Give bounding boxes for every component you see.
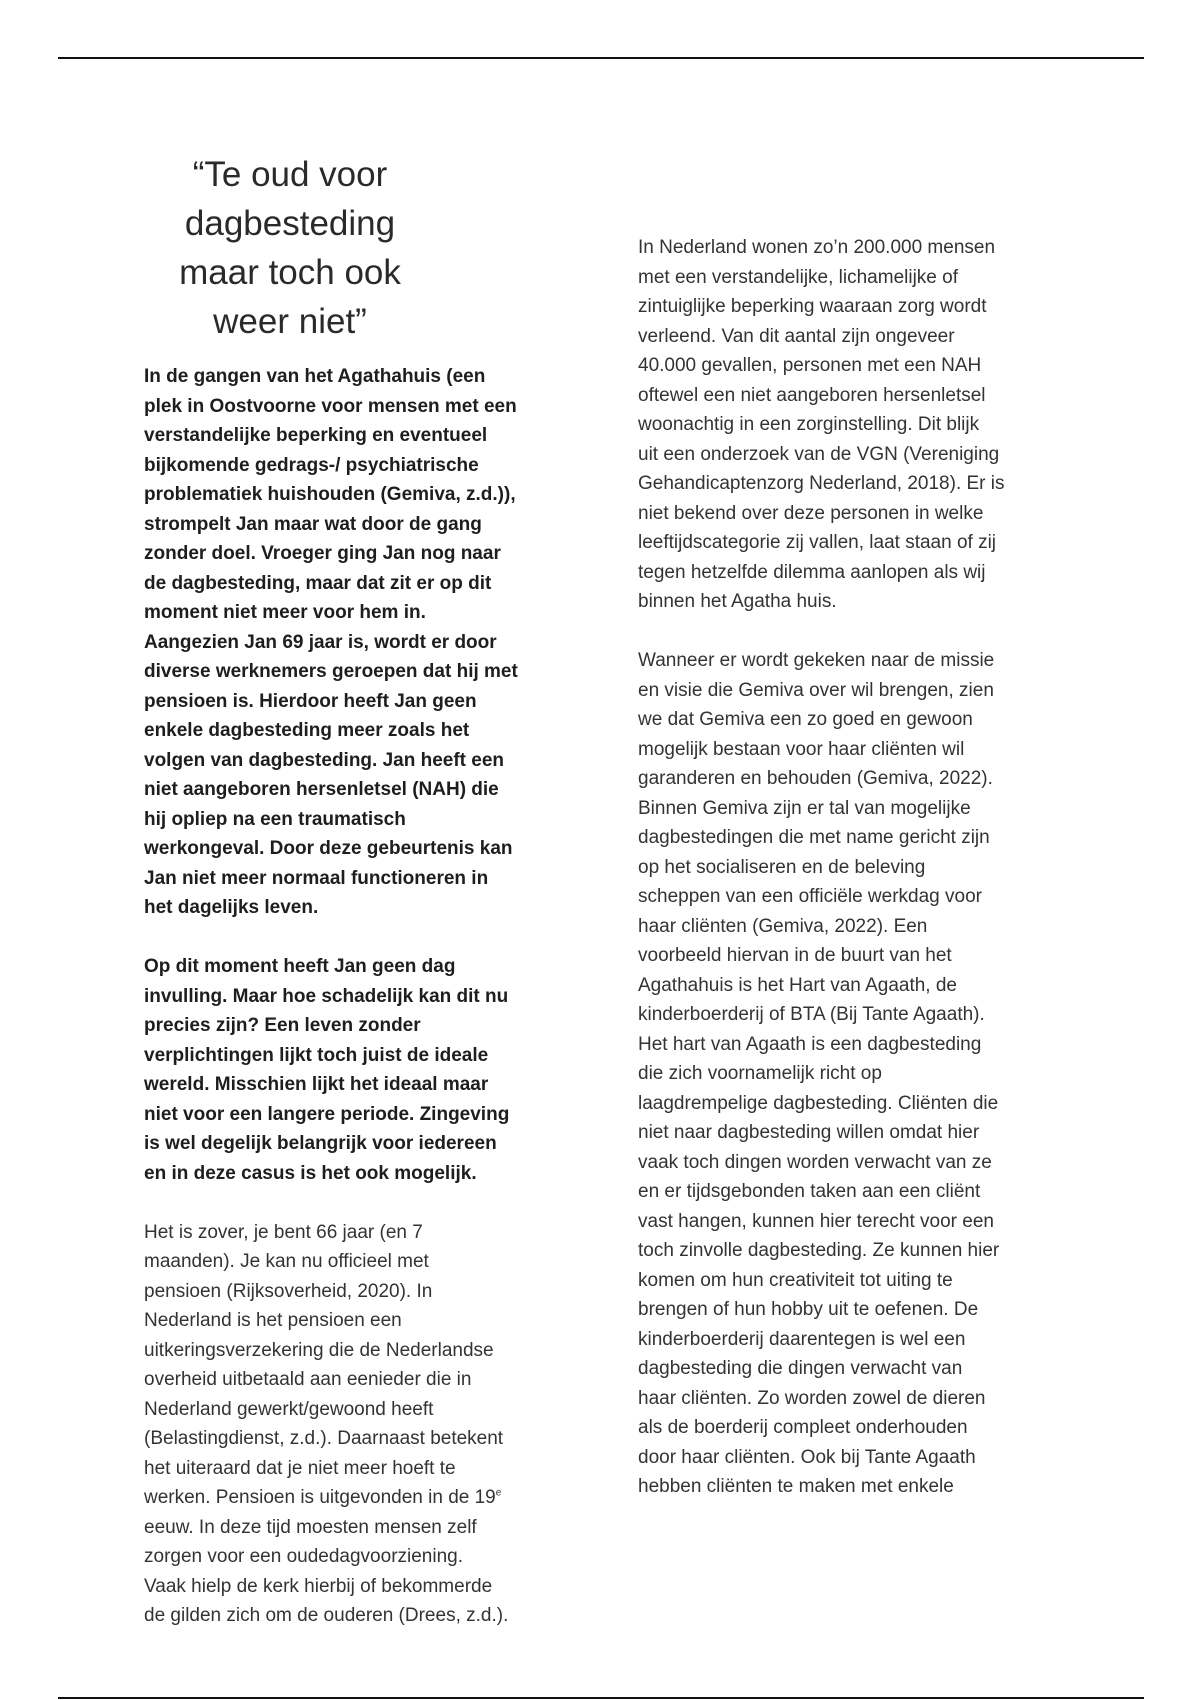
line-text: vast hangen, kunnen hier terecht voor een [638,1210,994,1232]
text-line [144,628,594,658]
paragraph [144,952,594,1188]
text-line [144,451,594,481]
text-line [144,1601,594,1631]
text-line [638,1413,1088,1443]
line-text: voorbeeld hiervan in de buurt van het [638,945,952,966]
line-text: moment niet meer voor hem in. [144,602,426,623]
text-line [144,1159,594,1189]
line-text: laagdrempelige dagbesteding. Cliënten die [638,1092,999,1114]
text-line [638,646,1088,676]
text-line [638,1089,1088,1119]
line-text: Binnen Gemiva zijn er tal van mogelijke [638,797,971,819]
text-line [638,1266,1088,1296]
text-line [638,1118,1088,1148]
line-text: 40.000 gevallen, personen met een NAH [638,355,982,376]
line-text: werkongeval. Door deze gebeurtenis kan [144,838,513,859]
text-line [638,440,1088,470]
text-line [144,569,594,599]
header-rule [58,57,1144,59]
line-text: Het is zover, je bent 66 jaar (en 7 [144,1221,423,1243]
line-text: Gehandicaptenzorg Nederland, 2018). Er is [638,473,1005,494]
text-line [638,499,1088,529]
text-line [638,941,1088,971]
text-line [144,1365,594,1395]
line-text: pensioen is. Hierdoor heeft Jan geen [144,690,477,712]
text-line [144,1395,594,1425]
line-text: Nederland is het pensioen een [144,1310,402,1331]
line-text: Op dit moment heeft Jan geen dag [144,956,456,977]
line-text: Wanneer er wordt gekeken naar de missie [638,650,995,671]
text-line [638,381,1088,411]
text-line [144,1247,594,1277]
line-text: volgen van dagbesteding. Jan heeft een [144,749,505,771]
paragraph [638,646,1088,1502]
line-text: als de boerderij compleet onderhouden [638,1417,968,1438]
article-title [120,150,460,346]
text-line [144,1277,594,1307]
line-text: Vaak hielp de kerk hierbij of bekommerde [144,1575,493,1597]
text-line [638,1177,1088,1207]
text-line [638,1384,1088,1414]
line-text: op het socialiseren en de beleving [638,856,926,878]
line-text: toch zinvolle dagbesteding. Ze kunnen hier [638,1240,1000,1261]
line-text: maanden). Je kan nu officieel met [144,1251,429,1272]
line-text: werken. Pensioen is uitgevonden in de 19 [144,1487,496,1508]
superscript: e [495,1487,502,1499]
line-text: door haar cliënten. Ook bij Tante Agaath [638,1446,976,1468]
line-text: (Belastingdienst, z.d.). Daarnaast betekent [144,1428,504,1449]
text-line [144,982,594,1012]
line-text: vaak toch dingen worden verwacht van ze [638,1151,992,1173]
text-line [144,893,594,923]
line-text: niet voor een langere periode. Zingeving [144,1103,510,1125]
text-line [144,392,594,422]
line-text: problematiek huishouden (Gemiva, z.d.)), [144,484,516,505]
line-text: wereld. Misschien lijkt het ideaal maar [144,1074,489,1095]
text-line [144,834,594,864]
text-line [638,469,1088,499]
line-text: eeuw. In deze tijd moesten mensen zelf [144,1516,477,1538]
text-line [144,1483,594,1513]
footer-rule [58,1697,1144,1699]
text-line [144,1100,594,1130]
line-text: diverse werknemers geroepen dat hij met [144,661,518,682]
text-line [638,587,1088,617]
line-text: niet bekend over deze personen in welke [638,502,984,524]
text-line [144,362,594,392]
text-line [638,735,1088,765]
text-line [638,292,1088,322]
text-line [638,1148,1088,1178]
line-text: overheid uitbetaald aan eenieder die in [144,1369,472,1390]
text-line [638,1207,1088,1237]
text-line [144,1011,594,1041]
text-line [144,775,594,805]
text-line [144,1424,594,1454]
paragraph [144,362,594,923]
right-column [638,233,1088,1531]
line-text: garanderen en behouden (Gemiva, 2022). [638,768,993,789]
text-line [144,1542,594,1572]
text-line [638,351,1088,381]
text-line [144,687,594,717]
paragraph [144,1218,594,1631]
line-text: invulling. Maar hoe schadelijk kan dit nu [144,985,509,1007]
text-line [638,1325,1088,1355]
line-text: tegen hetzelfde dilemma aanlopen als wij [638,561,986,583]
text-line [638,263,1088,293]
text-line [144,805,594,835]
line-text: verstandelijke beperking en eventueel [144,425,488,446]
line-text: woonachtig in een zorginstelling. Dit blijk [638,414,980,435]
line-text: kinderboerderij daarentegen is wel een [638,1328,966,1350]
line-text: niet naar dagbesteding willen omdat hier [638,1122,980,1143]
line-text: enkele dagbesteding meer zoals het [144,720,470,741]
line-text: het dagelijks leven. [144,897,319,918]
line-text: haar cliënten (Gemiva, 2022). Een [638,915,928,937]
text-line [144,746,594,776]
line-text: is wel degelijk belangrijk voor iedereen [144,1133,497,1154]
line-text: plek in Oostvoorne voor mensen met een [144,395,517,417]
line-text: precies zijn? Een leven zonder [144,1015,421,1036]
text-line [144,1513,594,1543]
line-text: In Nederland wonen zo’n 200.000 mensen [638,237,996,258]
text-line [638,558,1088,588]
text-line [144,421,594,451]
text-line [638,1236,1088,1266]
text-line [144,598,594,628]
text-line [144,1454,594,1484]
text-line [144,657,594,687]
line-text: oftewel een niet aangeboren hersenletsel [638,384,986,406]
line-text: met een verstandelijke, lichamelijke of [638,266,958,288]
text-line [638,233,1088,263]
line-text: komen om hun creativiteit tot uiting te [638,1269,953,1291]
line-text: dagbesteding die dingen verwacht van [638,1358,963,1379]
line-text: zintuiglijke beperking waaraan zorg wordt [638,296,987,317]
line-text: kinderboerderij of BTA (Bij Tante Agaath). [638,1004,985,1025]
text-line [638,971,1088,1001]
line-text: Nederland gewerkt/gewoond heeft [144,1398,434,1420]
text-line [638,794,1088,824]
line-text: hebben cliënten te maken met enkele [638,1476,954,1497]
line-text: die zich voornamelijk richt op [638,1063,882,1084]
line-text: Aangezien Jan 69 jaar is, wordt er door [144,631,497,653]
text-line [144,1070,594,1100]
text-line [638,823,1088,853]
paragraph [638,233,1088,617]
text-line [144,1572,594,1602]
text-line [638,528,1088,558]
line-text: leeftijdscategorie zij vallen, laat staan of zij [638,532,997,553]
line-text: niet aangeboren hersenletsel (NAH) die [144,779,499,800]
text-line [638,1295,1088,1325]
text-line [638,1472,1088,1502]
text-line [638,1000,1088,1030]
text-line [638,705,1088,735]
line-text: haar cliënten. Zo worden zowel de dieren [638,1387,986,1409]
line-text: hij opliep na een traumatisch [144,808,406,830]
line-text: uitkeringsverzekering die de Nederlandse [144,1339,494,1361]
text-line [144,1218,594,1248]
title-line: dagbesteding [184,204,396,243]
text-line [638,912,1088,942]
title-line: “Te oud voor [192,155,388,194]
line-text: uit een onderzoek van de VGN (Vereniging [638,443,1000,465]
text-line [638,676,1088,706]
line-text: het uiteraard dat je niet meer hoeft te [144,1457,456,1479]
text-line [144,864,594,894]
text-line [144,716,594,746]
text-line [144,510,594,540]
text-line [638,764,1088,794]
line-text: verplichtingen lijkt toch juist de ideale [144,1044,489,1066]
text-line [144,1129,594,1159]
line-text: en in deze casus is het ook mogelijk. [144,1162,477,1184]
text-line [638,882,1088,912]
line-text: binnen het Agatha huis. [638,591,837,612]
text-line [144,1041,594,1071]
line-text: en visie die Gemiva over wil brengen, zien [638,679,994,701]
title-line: weer niet” [213,302,367,341]
text-line [144,480,594,510]
text-line [638,1030,1088,1060]
line-text: bijkomende gedrags-/ psychiatrische [144,454,479,476]
line-text: strompelt Jan maar wat door de gang [144,513,482,535]
line-text: brengen of hun hobby uit te oefenen. De [638,1299,979,1320]
line-text: Agathahuis is het Hart van Agaath, de [638,974,957,996]
line-text: mogelijk bestaan voor haar cliënten wil [638,738,965,760]
text-line [144,1306,594,1336]
line-text: zorgen voor een oudedagvoorziening. [144,1546,464,1567]
line-text: we dat Gemiva een zo goed en gewoon [638,709,973,730]
text-line [144,539,594,569]
text-line [638,853,1088,883]
line-text: dagbestedingen die met name gericht zijn [638,827,990,848]
line-text: en er tijdsgebonden taken aan een cliënt [638,1181,981,1202]
line-text: Jan niet meer normaal functioneren in [144,867,489,889]
line-text: de gilden zich om de ouderen (Drees, z.d.). [144,1605,509,1626]
text-line [144,1336,594,1366]
line-text: scheppen van een officiële werkdag voor [638,886,982,907]
line-text: zonder doel. Vroeger ging Jan nog naar [144,543,501,564]
line-text: de dagbesteding, maar dat zit er op dit [144,572,492,594]
line-text: pensioen (Rijksoverheid, 2020). In [144,1280,433,1302]
title-line: maar toch ook [179,253,401,292]
text-line [638,1443,1088,1473]
text-line [638,1059,1088,1089]
text-line [638,322,1088,352]
left-column [144,362,594,1660]
text-line [638,1354,1088,1384]
line-text: In de gangen van het Agathahuis (een [144,366,486,387]
line-text: Het hart van Agaath is een dagbesteding [638,1033,982,1055]
line-text: verleend. Van dit aantal zijn ongeveer [638,325,955,347]
text-line [144,952,594,982]
text-line [638,410,1088,440]
